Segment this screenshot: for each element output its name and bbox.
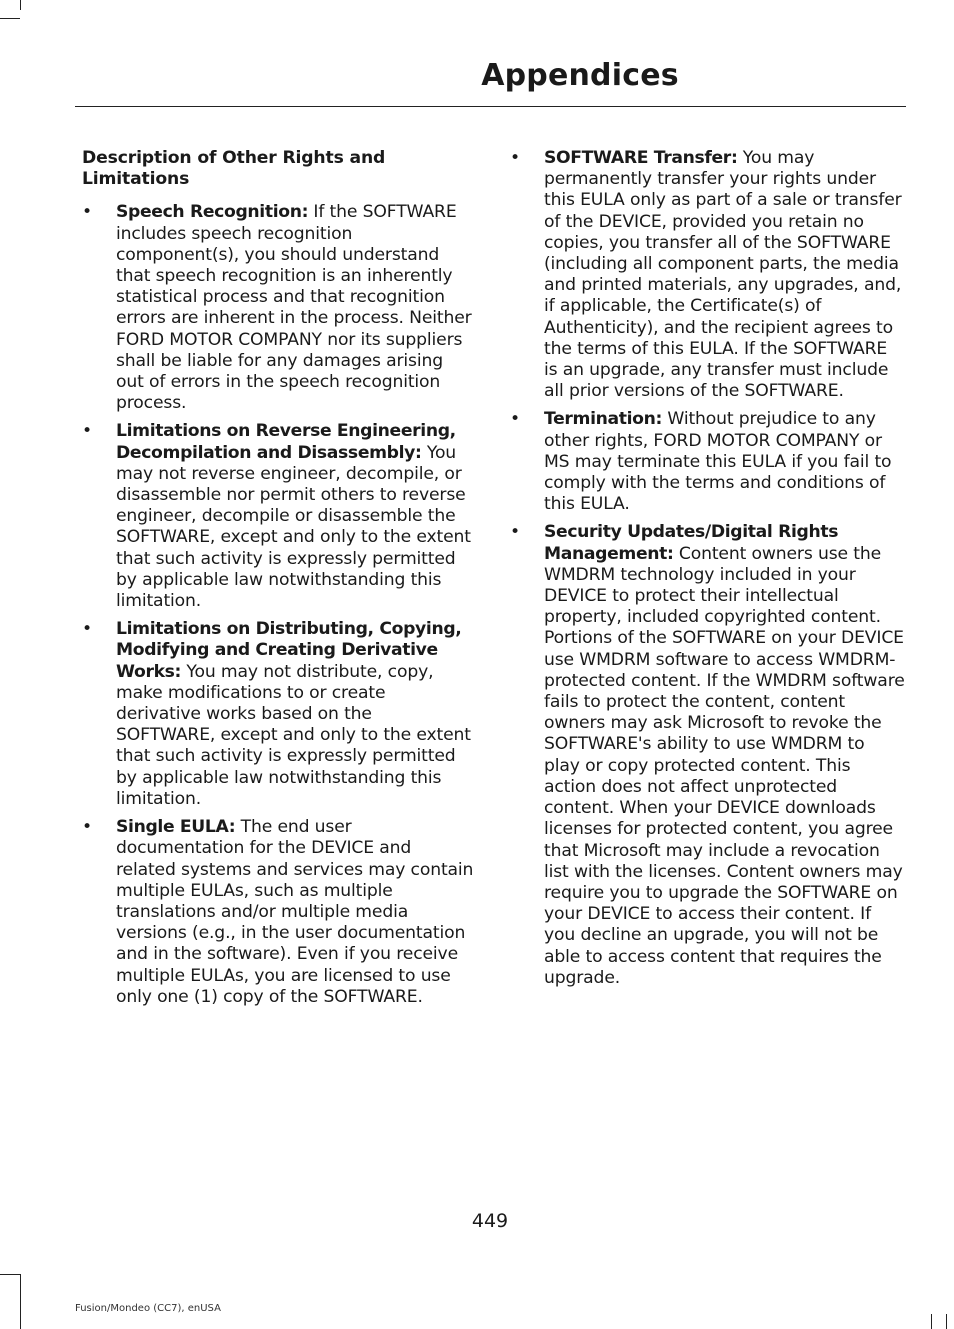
bullet-icon: • — [82, 619, 92, 640]
item-term: Security Updates/Digital Rights Management: — [544, 522, 839, 564]
item-text: Content owners use the WMDRM technology included in your DEVICE to protect their intellectual property, included copyrighted content. Portions of the SOFTWARE on your DEVICE use WMDRM software to access WMDRM-protected content. If the WMDRM software fails to protect the content, content owners may ask Microsoft to revoke the SOFTWARE's ability to use WMDRM to play or copy protected content. This action does not affect unprotected content. When your DEVICE downloads licenses for protected content, you agree that Microsoft may include a revocation list with the licenses. Content owners may require you to upgrade the SOFTWARE on your DEVICE to access their content. If you decline an upgrade, you will not be able to access content that requires the upgrade. — [544, 543, 905, 988]
list-item-single-eula — [82, 817, 474, 1008]
footer-doc-id: Fusion/Mondeo (CC7), enUSA — [75, 1303, 221, 1314]
item-term: Termination: — [544, 409, 663, 430]
list-item-termination — [510, 409, 905, 515]
bullet-icon: • — [82, 202, 92, 223]
item-term: Limitations on Reverse Engineering, Decompilation and Disassembly: — [116, 421, 456, 463]
right-bullet-list — [510, 148, 905, 989]
crop-mark-bottom-left-h — [0, 1274, 20, 1275]
item-text: You may permanently transfer your rights under this EULA only as part of a sale or transfer of the DEVICE, provided you retain no copies, you transfer all of the SOFTWARE (including all component parts, the media and printed materials, any upgrades, and, if applicable, the Certificate(s) of Authenticity), and the recipient agrees to the terms of this EULA. If the SOFTWARE is an upgrade, any transfer must include all prior versions of the SOFTWARE. — [544, 148, 902, 402]
left-bullet-list — [82, 202, 474, 1008]
section-heading: Description of Other Rights and Limitations — [82, 148, 386, 190]
list-item-speech-recognition — [82, 202, 474, 414]
bullet-icon: • — [82, 817, 92, 838]
crop-mark-bottom-left-v — [20, 1274, 21, 1329]
item-text: You may not reverse engineer, decompile, or disassemble nor permit others to reverse engineer, decompile or disassemble the SOFTWARE, except and only to the extent that such activity is expressly permitted by applicable law notwithstanding this limitation. — [116, 442, 471, 612]
page-title: Appendices — [481, 58, 679, 93]
bullet-icon: • — [510, 148, 520, 168]
list-item-software-transfer — [510, 148, 905, 402]
crop-mark-bottom-right-a — [931, 1314, 932, 1329]
right-column — [510, 148, 905, 996]
item-term: Limitations on Distributing, Copying, Modifying and Creating Derivative Works: — [116, 619, 462, 682]
list-item-distributing — [82, 619, 474, 810]
header-rule — [75, 106, 906, 107]
item-term: Single EULA: — [116, 817, 236, 838]
item-text: Without prejudice to any other rights, FORD MOTOR COMPANY or MS may terminate this EULA if you fail to comply with the terms and conditions of this EULA. — [544, 409, 892, 515]
item-text: You may not distribute, copy, make modifications to or create derivative works based on the SOFTWARE, except and only to the extent that such activity is expressly permitted by applicable law notwithstanding this limitation. — [116, 661, 471, 809]
bullet-icon: • — [510, 522, 520, 543]
crop-mark-top-left-h — [0, 18, 20, 19]
item-text: If the SOFTWARE includes speech recognition component(s), you should understand that speech recognition is an inherently statistical process and that recognition errors are inherent in the process. Neither FORD MOTOR COMPANY nor its suppliers shall be liable for any damages arising out of errors in the speech recognition process. — [116, 202, 472, 414]
crop-mark-bottom-right-b — [946, 1314, 947, 1329]
bullet-icon: • — [82, 421, 92, 442]
crop-mark-top-left-v — [20, 0, 21, 10]
list-item-security-updates — [510, 522, 905, 988]
list-item-reverse-engineering — [82, 421, 474, 612]
item-text: The end user documentation for the DEVICE and related systems and services may contain multiple EULAs, such as multiple translations and/or multiple media versions (e.g., in the user documentation and in the software). Even if you receive multiple EULAs, you are licensed to use only one (1) copy of the SOFTWARE. — [116, 817, 474, 1007]
bullet-icon: • — [510, 409, 520, 430]
item-term: Speech Recognition: — [116, 202, 309, 223]
left-column — [82, 148, 474, 1015]
item-term: SOFTWARE Transfer: — [544, 148, 738, 168]
page-number: 449 — [471, 1210, 509, 1232]
